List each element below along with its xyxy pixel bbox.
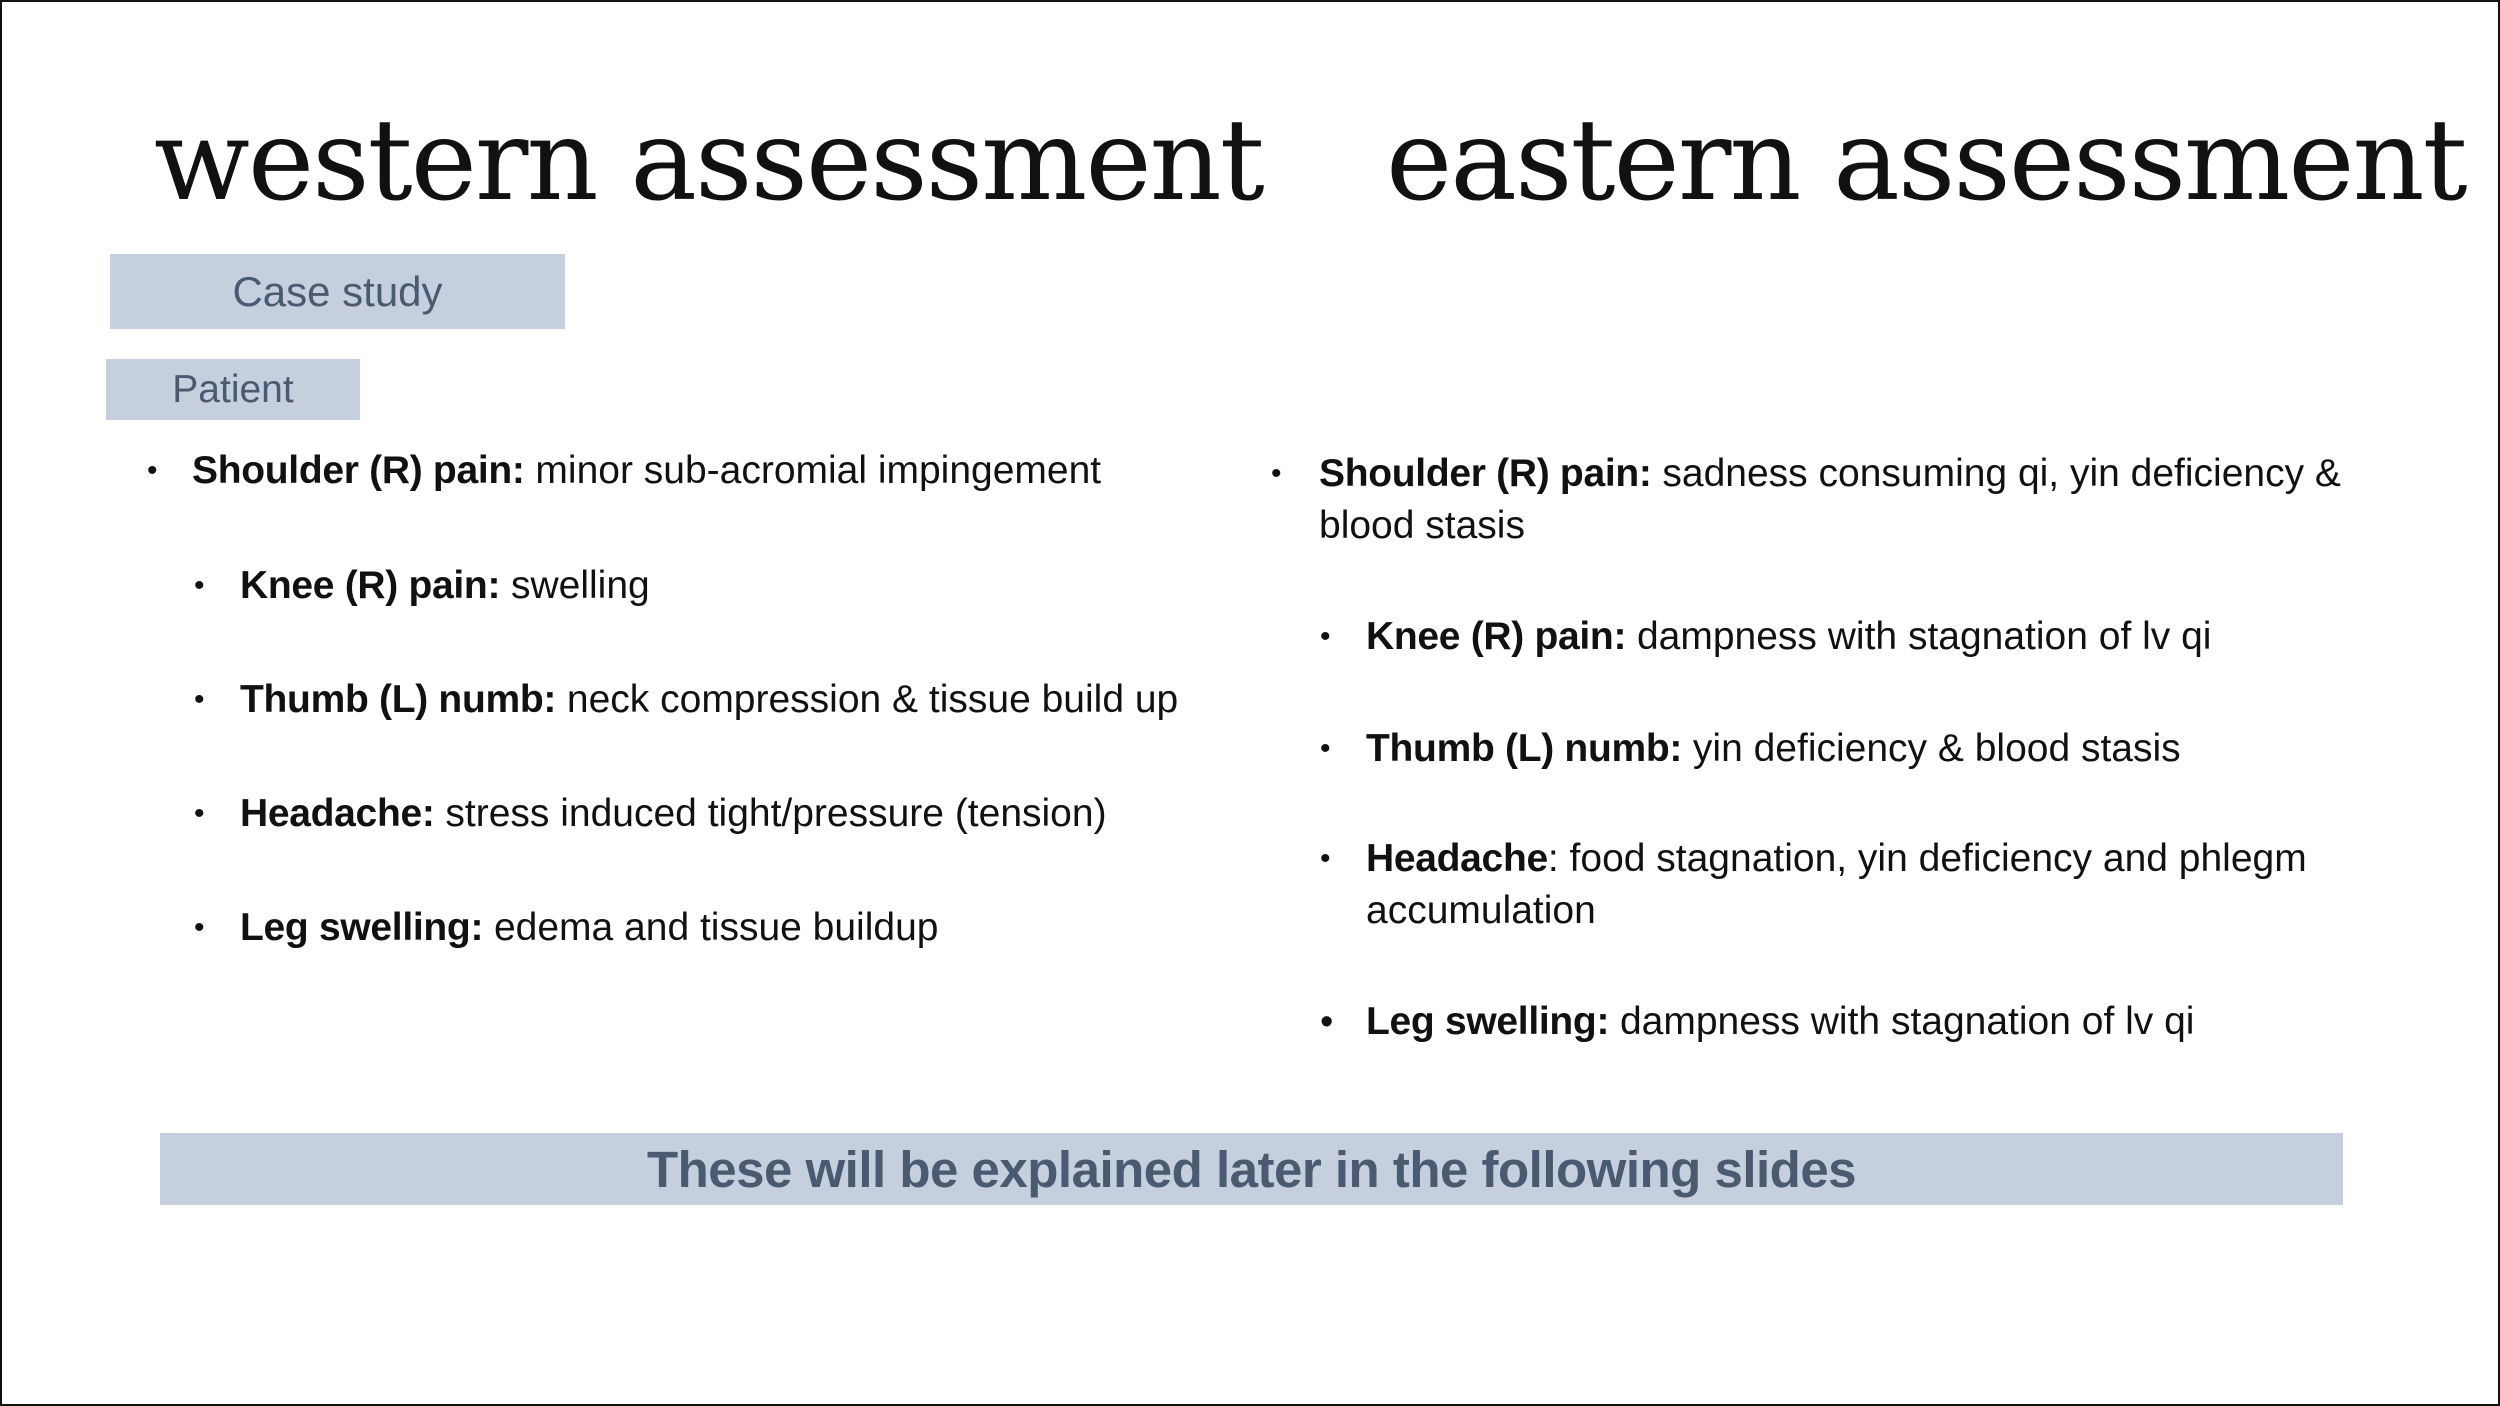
eastern-heading: eastern assessment [1386, 96, 2466, 226]
item-text: swelling [500, 564, 650, 607]
bullet-icon: • [194, 569, 205, 602]
eastern-item-thumb [1320, 723, 2401, 775]
bullet-icon: • [147, 454, 158, 487]
item-label: Shoulder (R) pain: [192, 449, 525, 492]
item-label: Knee (R) pain: [1366, 615, 1627, 658]
case-study-tag: Case study [110, 254, 565, 329]
eastern-item-shoulder [1271, 448, 2399, 552]
bullet-icon: • [1271, 457, 1282, 490]
western-item-leg-swelling [194, 902, 1270, 954]
patient-tag: Patient [106, 359, 360, 420]
item-label: Headache [1366, 837, 1548, 880]
bullet-icon: • [1320, 1001, 1334, 1043]
item-label: Shoulder (R) pain: [1319, 452, 1652, 495]
western-item-knee [194, 560, 1270, 612]
bullet-icon: • [1320, 620, 1331, 653]
item-label: Thumb (L) numb: [1366, 727, 1683, 770]
bullet-icon: • [194, 911, 205, 944]
summary-banner: These will be explained later in the following slides [160, 1133, 2343, 1205]
item-label: Headache: [240, 792, 435, 835]
eastern-item-leg-swelling [1320, 996, 2406, 1048]
item-text: neck compression & tissue build up [556, 678, 1179, 721]
western-item-headache [194, 788, 1270, 840]
item-text: dampness with stagnation of lv qi [1609, 1000, 2195, 1043]
bullet-icon: • [1320, 842, 1331, 875]
item-label: Thumb (L) numb: [240, 678, 557, 721]
item-label: Leg swelling: [240, 906, 484, 949]
item-text: stress induced tight/pressure (tension) [434, 792, 1107, 835]
item-text: : food stagnation, yin deficiency and phlegm accumulation [1366, 837, 2307, 932]
item-label: Knee (R) pain: [240, 564, 501, 607]
item-label: Leg swelling: [1366, 1000, 1610, 1043]
item-text: minor sub-acromial impingement [524, 449, 1102, 492]
western-heading: western assessment [154, 96, 1263, 226]
eastern-item-headache [1320, 833, 2406, 937]
bullet-icon: • [194, 797, 205, 830]
bullet-icon: • [1320, 732, 1331, 765]
western-item-thumb [194, 674, 1270, 726]
eastern-item-knee [1320, 611, 2401, 663]
item-text: edema and tissue buildup [483, 906, 939, 949]
item-text: sadness consuming qi, yin deficiency & blood stasis [1319, 452, 2341, 547]
western-item-shoulder [147, 445, 1262, 497]
item-text: dampness with stagnation of lv qi [1626, 615, 2212, 658]
item-text: yin deficiency & blood stasis [1682, 727, 2181, 770]
bullet-icon: • [194, 683, 205, 716]
